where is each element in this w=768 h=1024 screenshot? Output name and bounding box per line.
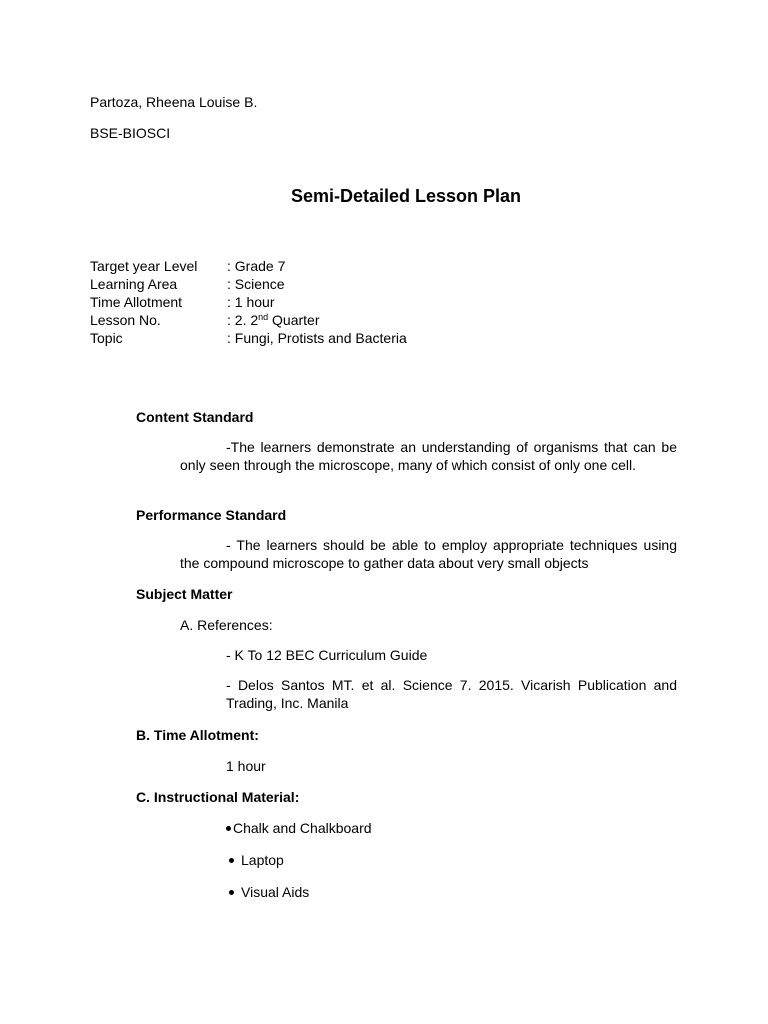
- info-label: Target year Level: [90, 258, 198, 274]
- course-code: BSE-BIOSCI: [90, 125, 171, 141]
- info-row-lesson-no: [0, 311, 768, 329]
- info-value: : Grade 7: [227, 258, 286, 274]
- bullet-icon: [226, 826, 231, 831]
- info-label: Time Allotment: [90, 294, 183, 310]
- info-value: : 1 hour: [227, 294, 275, 310]
- lesson-no-suffix: Quarter: [268, 312, 320, 328]
- content-standard-heading: Content Standard: [136, 409, 254, 425]
- material-label: Laptop: [241, 852, 284, 868]
- page-title: Semi-Detailed Lesson Plan: [290, 186, 522, 206]
- reference-item: - K To 12 BEC Curriculum Guide: [226, 647, 428, 663]
- lesson-no-ordinal: nd: [258, 312, 269, 322]
- material-item: [226, 819, 372, 837]
- material-item: [226, 851, 284, 869]
- time-allotment-value: 1 hour: [226, 758, 266, 774]
- content-standard-text: [180, 439, 677, 474]
- performance-standard-heading: Performance Standard: [136, 507, 287, 523]
- info-row-learning-area: [0, 275, 768, 293]
- info-row-target-level: [0, 257, 768, 275]
- info-value: : Science: [227, 276, 285, 292]
- time-allotment-heading: B. Time Allotment:: [136, 727, 259, 743]
- author-name: Partoza, Rheena Louise B.: [90, 94, 258, 110]
- info-row-topic: [0, 329, 768, 347]
- info-value: [227, 311, 320, 329]
- content-standard-body: -The learners demonstrate an understanding of organisms that can be only seen through the microscope, many of which consist of only one cell.: [180, 439, 677, 473]
- instructional-material-heading: C. Instructional Material:: [136, 789, 300, 805]
- performance-standard-text: [180, 537, 677, 572]
- info-value: : Fungi, Protists and Bacteria: [227, 330, 407, 346]
- info-row-time-allotment: [0, 293, 768, 311]
- material-item: [226, 883, 309, 901]
- material-label: Chalk and Chalkboard: [233, 820, 372, 836]
- lesson-no-prefix: : 2. 2: [227, 312, 259, 328]
- info-label: Lesson No.: [90, 312, 161, 328]
- references-label: A. References:: [180, 617, 273, 633]
- reference-item: - Delos Santos MT. et al. Science 7. 2015. Vicarish Publication and Trading, Inc. Manila: [226, 677, 677, 711]
- subject-matter-heading: Subject Matter: [136, 586, 233, 602]
- bullet-icon: [229, 858, 234, 863]
- material-label: Visual Aids: [241, 884, 310, 900]
- performance-standard-body: - The learners should be able to employ appropriate techniques using the compound microscope to gather data about very small objects: [180, 537, 677, 571]
- info-label: Topic: [90, 330, 123, 346]
- info-label: Learning Area: [90, 276, 178, 292]
- bullet-icon: [229, 890, 234, 895]
